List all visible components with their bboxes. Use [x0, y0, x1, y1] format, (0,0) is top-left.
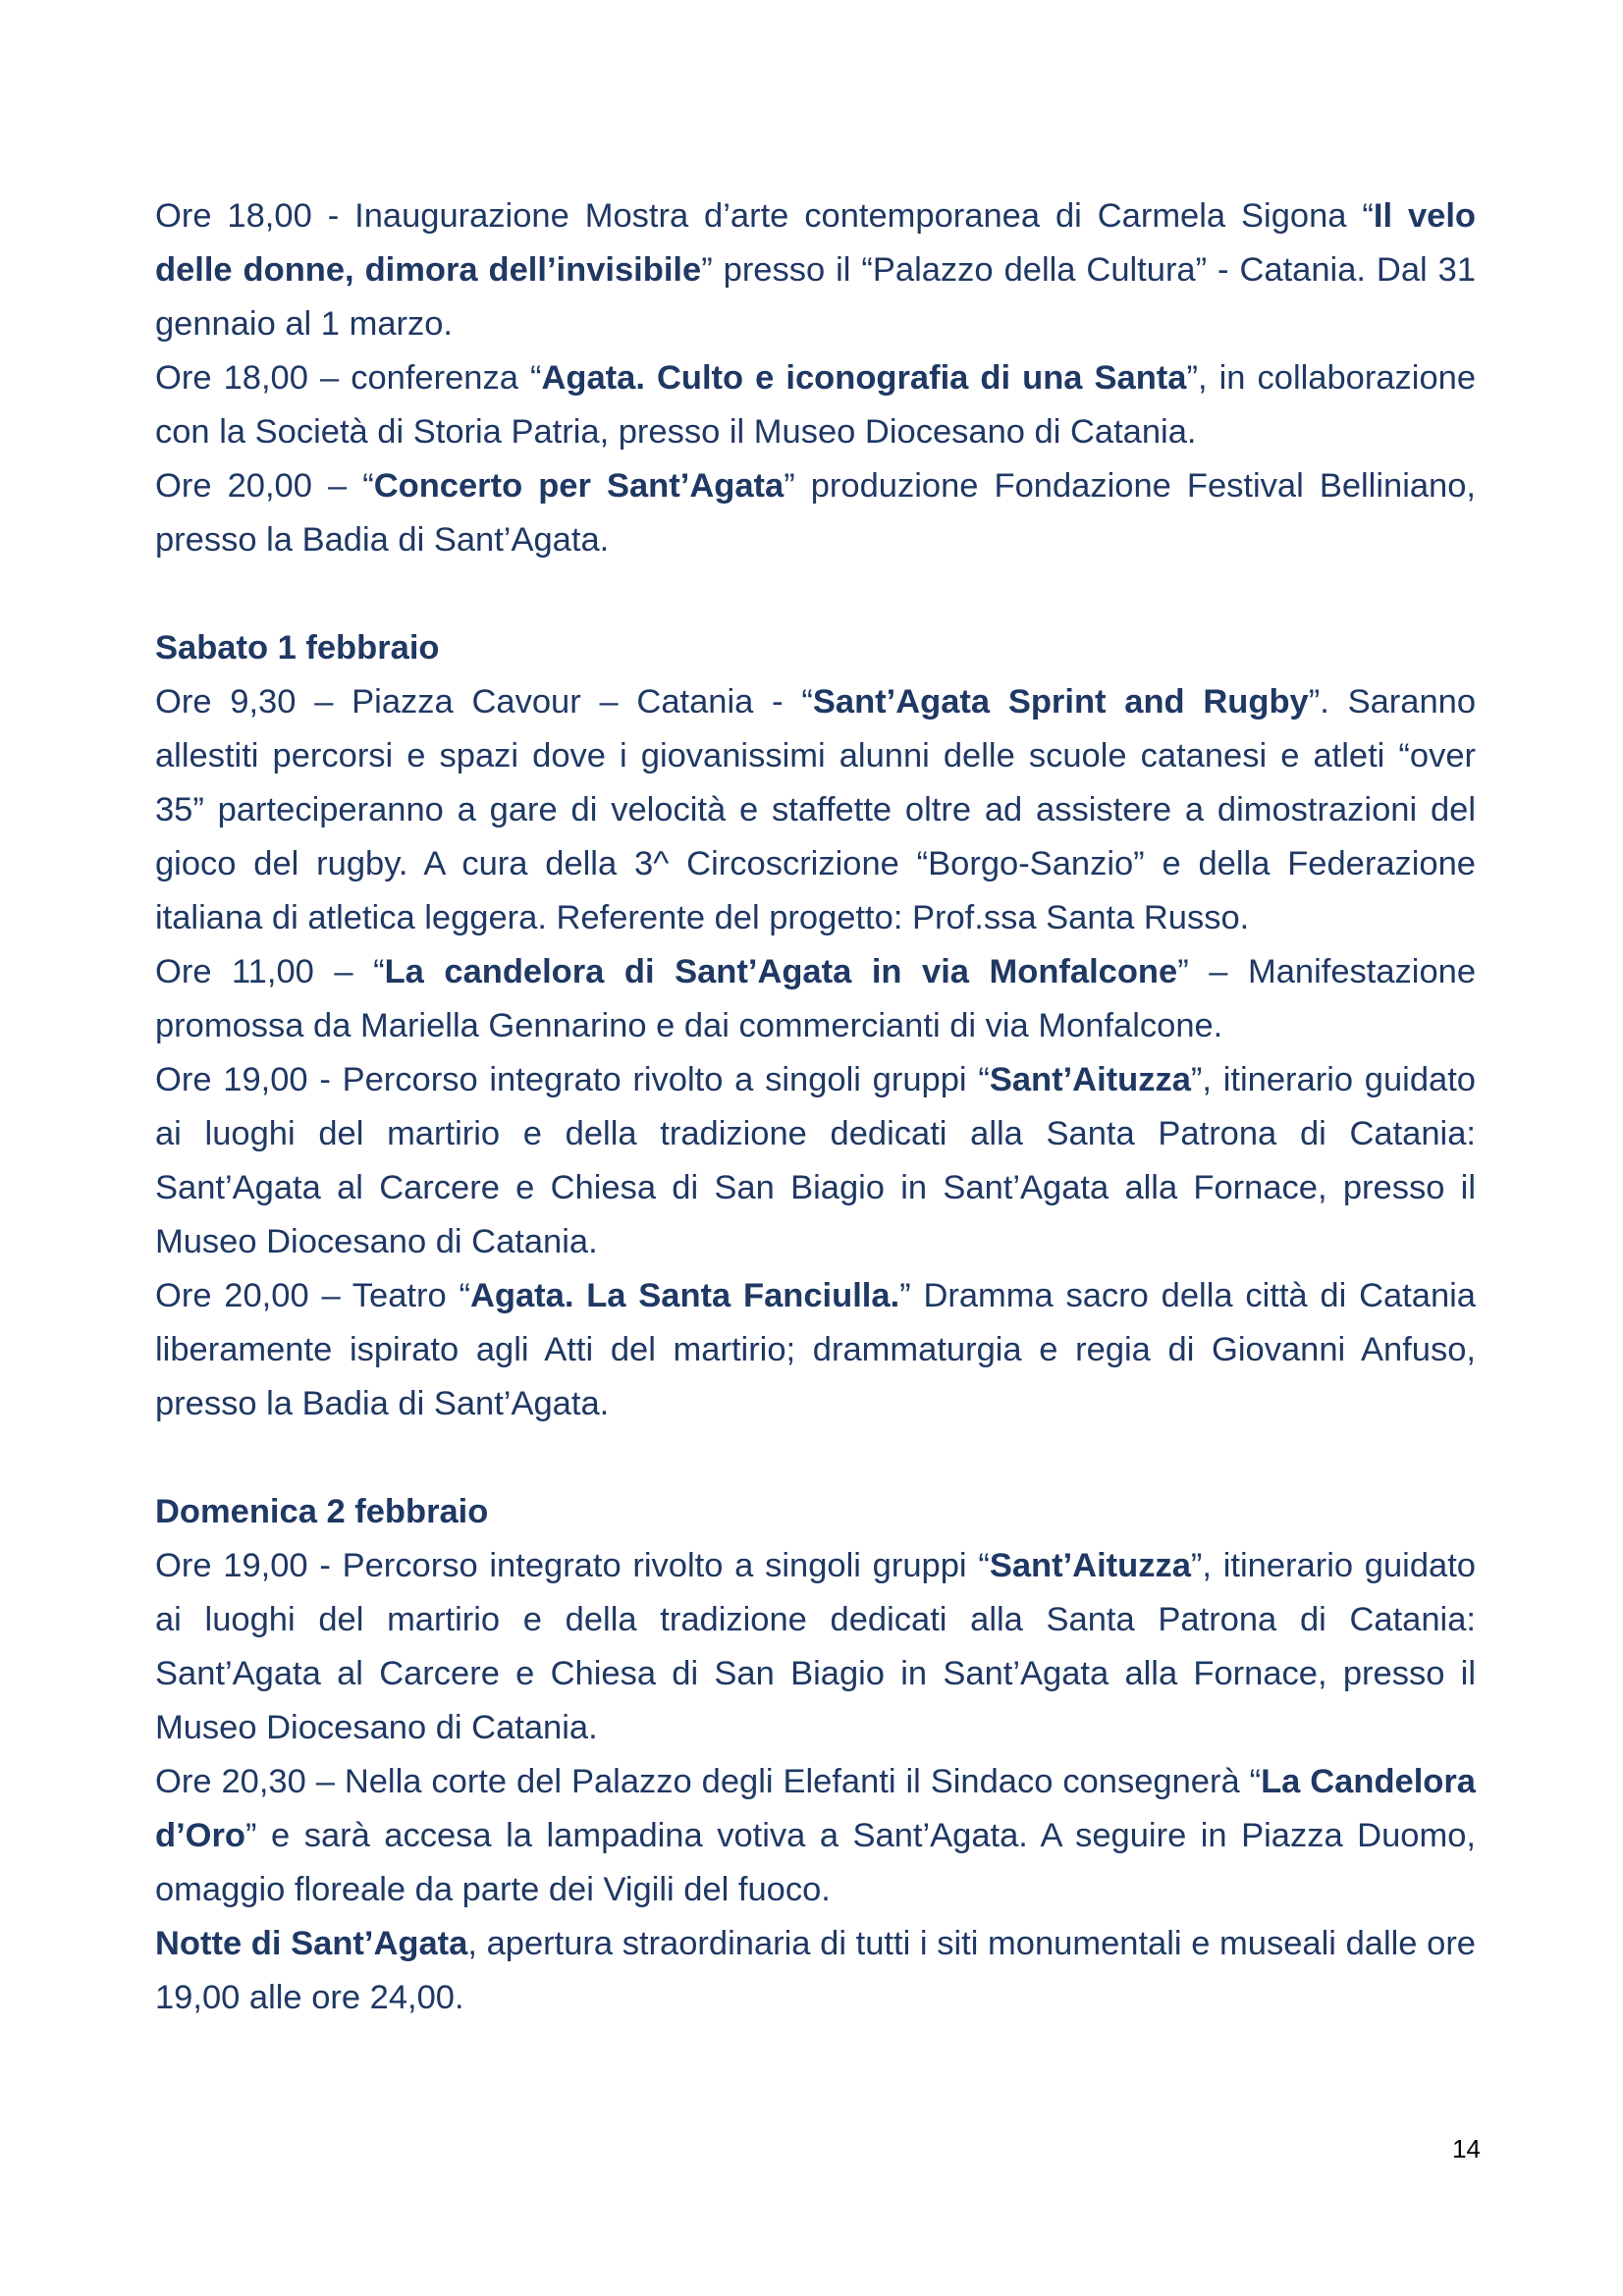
event-text: ” e sarà accesa la lampadina votiva a Sant’Agata. A seguire in Piazza Duomo, omaggio floreale da parte dei Vigili del fuoco.	[155, 1817, 1476, 1908]
day-heading-domenica: Domenica 2 febbraio	[155, 1493, 489, 1530]
event-title: Sant’Aituzza	[989, 1061, 1191, 1098]
spacer	[155, 1431, 1476, 1485]
event-text: Ore 20,00 – Teatro “	[155, 1277, 470, 1314]
event-text: ”, itinerario guidato ai luoghi del martirio e della tradizione dedicati alla Santa Patrona di Catania: Sant’Agata al Carcere e Chiesa di San Biagio in Sant’Agata alla Fornace, presso il Museo Diocesano di Catania.	[155, 1061, 1476, 1260]
event-text: Ore 19,00 - Percorso integrato rivolto a singoli gruppi “	[155, 1547, 990, 1584]
event-paragraph	[155, 1269, 1476, 1431]
spacer	[155, 567, 1476, 621]
event-paragraph	[155, 945, 1476, 1053]
event-text: Ore 11,00 – “	[155, 953, 385, 990]
event-title: Notte di Sant’Agata	[155, 1925, 468, 1962]
event-paragraph	[155, 351, 1476, 459]
event-text: ”. Saranno allestiti percorsi e spazi dove i giovanissimi alunni delle scuole catanesi e atleti “over 35” parteciperanno a gare di velocità e staffette oltre ad assistere a dimostrazioni del gioco del rugby. A cura della 3^ Circoscrizione “Borgo-Sanzio” e della Federazione italiana di atletica leggera. Referente del progetto: Prof.ssa Santa Russo.	[155, 683, 1477, 936]
event-title: Sant’Agata Sprint and Rugby	[812, 683, 1309, 721]
event-title: La Candelora d’Oro	[155, 1763, 1476, 1854]
document-body	[155, 189, 1476, 2025]
event-title: Sant’Aituzza	[989, 1547, 1191, 1584]
event-title: La candelora di Sant’Agata in via Monfalcone	[384, 953, 1178, 990]
event-paragraph	[155, 459, 1476, 567]
event-title: Concerto per Sant’Agata	[373, 467, 784, 505]
event-text: Ore 20,30 – Nella corte del Palazzo degli Elefanti il Sindaco consegnerà “	[155, 1763, 1262, 1800]
event-title: Agata. Culto e iconografia di una Santa	[541, 359, 1187, 397]
event-text: ” Dramma sacro della città di Catania liberamente ispirato agli Atti del martirio; drammaturgia e regia di Giovanni Anfuso, presso la Badia di Sant’Agata.	[155, 1277, 1476, 1422]
event-text: ” – Manifestazione promossa da Mariella Gennarino e dai commercianti di via Monfalcone.	[155, 953, 1477, 1044]
event-text: , apertura straordinaria di tutti i siti monumentali e museali dalle ore 19,00 alle ore 24,00.	[155, 1925, 1476, 2016]
event-text: Ore 9,30 – Piazza Cavour – Catania - “	[155, 683, 813, 721]
event-paragraph	[155, 1053, 1476, 1269]
event-text: ” presso il “Palazzo della Cultura” - Catania. Dal 31 gennaio al 1 marzo.	[155, 251, 1477, 343]
event-paragraph	[155, 1917, 1476, 2025]
event-text: Ore 20,00 – “	[155, 467, 374, 505]
page-number: 14	[1452, 2134, 1481, 2163]
event-paragraph	[155, 1539, 1476, 1755]
event-title: Agata. La Santa Fanciulla.	[469, 1277, 900, 1314]
event-title: Il velo delle donne, dimora dell’invisibile	[155, 197, 1477, 289]
event-paragraph	[155, 675, 1476, 945]
event-paragraph	[155, 189, 1476, 351]
day-heading-sabato: Sabato 1 febbraio	[155, 629, 440, 667]
event-text: Ore 19,00 - Percorso integrato rivolto a singoli gruppi “	[155, 1061, 990, 1098]
event-text: ”, in collaborazione con la Società di Storia Patria, presso il Museo Diocesano di Catania.	[155, 359, 1477, 451]
event-text: Ore 18,00 – conferenza “	[155, 359, 542, 397]
event-text: ” produzione Fondazione Festival Belliniano, presso la Badia di Sant’Agata.	[155, 467, 1477, 559]
event-paragraph	[155, 1755, 1476, 1917]
event-text: Ore 18,00 - Inaugurazione Mostra d’arte contemporanea di Carmela Sigona “	[155, 197, 1374, 235]
event-text: ”, itinerario guidato ai luoghi del martirio e della tradizione dedicati alla Santa Patrona di Catania: Sant’Agata al Carcere e Chiesa di San Biagio in Sant’Agata alla Fornace, presso il Museo Diocesano di Catania.	[155, 1547, 1476, 1746]
